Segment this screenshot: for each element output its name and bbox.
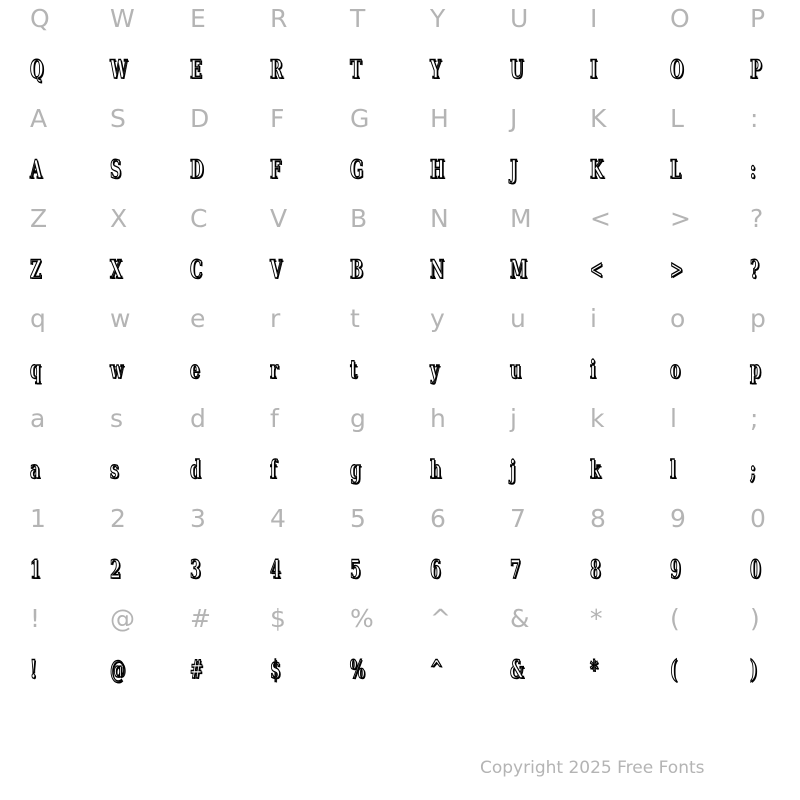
sample-character: r bbox=[270, 304, 281, 333]
glyph-preview-row bbox=[0, 650, 800, 700]
sample-character: Z bbox=[30, 204, 48, 233]
sample-character: A bbox=[30, 104, 48, 133]
glyph-preview: B bbox=[350, 255, 364, 284]
sample-character: I bbox=[590, 4, 598, 33]
glyph-preview: y bbox=[430, 355, 440, 384]
sample-character: q bbox=[30, 304, 46, 333]
sample-character: > bbox=[670, 204, 691, 233]
sample-character: ^ bbox=[430, 604, 451, 633]
glyph-preview: l bbox=[670, 455, 676, 484]
sample-row bbox=[0, 0, 800, 50]
glyph-preview: % bbox=[350, 655, 365, 684]
glyph-preview: ^ bbox=[430, 655, 443, 684]
glyph-preview: j bbox=[510, 455, 516, 484]
glyph-preview: M bbox=[510, 255, 528, 284]
sample-character: e bbox=[190, 304, 206, 333]
sample-character: N bbox=[430, 204, 449, 233]
sample-character: B bbox=[350, 204, 368, 233]
sample-character: ! bbox=[30, 604, 41, 633]
sample-character: G bbox=[350, 104, 370, 133]
glyph-preview: X bbox=[110, 255, 123, 284]
glyph-preview: > bbox=[670, 255, 683, 284]
sample-character: O bbox=[670, 4, 690, 33]
sample-character: Y bbox=[430, 4, 446, 33]
sample-row bbox=[0, 300, 800, 350]
sample-character: s bbox=[110, 404, 124, 433]
glyph-preview-row bbox=[0, 150, 800, 200]
copyright-notice: Copyright 2025 Free Fonts bbox=[480, 758, 705, 778]
glyph-preview: o bbox=[670, 355, 681, 384]
sample-character: C bbox=[190, 204, 208, 233]
glyph-preview-row bbox=[0, 50, 800, 100]
glyph-preview: W bbox=[110, 55, 128, 84]
glyph-preview: 8 bbox=[590, 555, 601, 584]
glyph-preview: & bbox=[510, 655, 524, 684]
sample-character: h bbox=[430, 404, 446, 433]
sample-character: 7 bbox=[510, 504, 526, 533]
glyph-preview: 2 bbox=[110, 555, 121, 584]
glyph-preview: @ bbox=[110, 655, 126, 684]
glyph-preview: T bbox=[350, 55, 362, 84]
glyph-preview: U bbox=[510, 55, 524, 84]
sample-character: 8 bbox=[590, 504, 606, 533]
glyph-preview: O bbox=[670, 55, 684, 84]
sample-character: w bbox=[110, 304, 131, 333]
sample-character: 4 bbox=[270, 504, 286, 533]
sample-character: # bbox=[190, 604, 211, 633]
glyph-preview: R bbox=[270, 55, 283, 84]
sample-character: 9 bbox=[670, 504, 686, 533]
sample-character: d bbox=[190, 404, 206, 433]
sample-row bbox=[0, 600, 800, 650]
glyph-preview: S bbox=[110, 155, 122, 184]
glyph-preview: E bbox=[190, 55, 202, 84]
glyph-preview: 6 bbox=[430, 555, 441, 584]
sample-character: ) bbox=[750, 604, 760, 633]
glyph-preview: Y bbox=[430, 55, 442, 84]
glyph-preview: # bbox=[190, 655, 203, 684]
glyph-preview: Z bbox=[30, 255, 42, 284]
sample-character: $ bbox=[270, 604, 286, 633]
sample-character: F bbox=[270, 104, 285, 133]
sample-character: Q bbox=[30, 4, 50, 33]
glyph-preview: ) bbox=[750, 655, 758, 684]
sample-character: k bbox=[590, 404, 605, 433]
glyph-preview: * bbox=[590, 655, 599, 684]
glyph-preview-row bbox=[0, 550, 800, 600]
glyph-preview: s bbox=[110, 455, 119, 484]
glyph-preview: K bbox=[590, 155, 604, 184]
glyph-preview-row bbox=[0, 250, 800, 300]
glyph-preview: ! bbox=[30, 655, 37, 684]
sample-character: M bbox=[510, 204, 532, 233]
sample-character: 2 bbox=[110, 504, 126, 533]
sample-character: @ bbox=[110, 604, 135, 633]
sample-character: H bbox=[430, 104, 449, 133]
glyph-preview: L bbox=[670, 155, 681, 184]
glyph-preview: r bbox=[270, 355, 279, 384]
glyph-preview: d bbox=[190, 455, 201, 484]
glyph-preview: i bbox=[590, 355, 596, 384]
glyph-preview: Q bbox=[30, 55, 44, 84]
sample-character: 5 bbox=[350, 504, 366, 533]
sample-character: & bbox=[510, 604, 530, 633]
sample-character: : bbox=[750, 104, 759, 133]
sample-character: l bbox=[670, 404, 677, 433]
glyph-preview: k bbox=[590, 455, 601, 484]
sample-character: E bbox=[190, 4, 206, 33]
glyph-preview: V bbox=[270, 255, 283, 284]
glyph-preview: F bbox=[270, 155, 282, 184]
sample-character: ( bbox=[670, 604, 680, 633]
glyph-preview: C bbox=[190, 255, 203, 284]
glyph-preview: : bbox=[750, 155, 756, 184]
sample-character: W bbox=[110, 4, 135, 33]
sample-character: 0 bbox=[750, 504, 766, 533]
glyph-preview: ( bbox=[670, 655, 678, 684]
glyph-preview: q bbox=[30, 355, 41, 384]
sample-character: p bbox=[750, 304, 766, 333]
sample-character: t bbox=[350, 304, 360, 333]
sample-character: % bbox=[350, 604, 374, 633]
glyph-preview: w bbox=[110, 355, 124, 384]
sample-character: R bbox=[270, 4, 288, 33]
glyph-preview: ? bbox=[750, 255, 760, 284]
sample-row bbox=[0, 200, 800, 250]
glyph-preview: 4 bbox=[270, 555, 281, 584]
glyph-preview: 0 bbox=[750, 555, 761, 584]
sample-character: 1 bbox=[30, 504, 46, 533]
glyph-preview: g bbox=[350, 455, 361, 484]
glyph-preview: $ bbox=[270, 655, 281, 684]
glyph-preview: G bbox=[350, 155, 364, 184]
sample-character: ? bbox=[750, 204, 764, 233]
sample-character: j bbox=[510, 404, 517, 433]
sample-row bbox=[0, 400, 800, 450]
sample-character: 3 bbox=[190, 504, 206, 533]
glyph-preview: J bbox=[510, 155, 518, 184]
sample-character: K bbox=[590, 104, 607, 133]
glyph-preview: a bbox=[30, 455, 41, 484]
glyph-preview-row bbox=[0, 450, 800, 500]
glyph-preview: 3 bbox=[190, 555, 201, 584]
glyph-preview: e bbox=[190, 355, 200, 384]
glyph-preview: f bbox=[270, 455, 277, 484]
glyph-preview: A bbox=[30, 155, 43, 184]
glyph-preview: h bbox=[430, 455, 442, 484]
glyph-preview: P bbox=[750, 55, 762, 84]
glyph-preview: u bbox=[510, 355, 522, 384]
sample-character: V bbox=[270, 204, 288, 233]
sample-character: * bbox=[590, 604, 603, 633]
glyph-preview: H bbox=[430, 155, 445, 184]
sample-character: S bbox=[110, 104, 126, 133]
glyph-preview: 9 bbox=[670, 555, 681, 584]
glyph-preview: ; bbox=[750, 455, 756, 484]
sample-character: y bbox=[430, 304, 445, 333]
sample-character: J bbox=[510, 104, 518, 133]
glyph-preview: < bbox=[590, 255, 603, 284]
glyph-preview: t bbox=[350, 355, 358, 384]
sample-character: f bbox=[270, 404, 279, 433]
glyph-preview: p bbox=[750, 355, 761, 384]
sample-row bbox=[0, 500, 800, 550]
sample-character: P bbox=[750, 4, 766, 33]
sample-character: u bbox=[510, 304, 526, 333]
glyph-preview: 7 bbox=[510, 555, 521, 584]
sample-character: U bbox=[510, 4, 529, 33]
sample-character: g bbox=[350, 404, 366, 433]
sample-character: D bbox=[190, 104, 210, 133]
glyph-preview: 5 bbox=[350, 555, 361, 584]
sample-character: L bbox=[670, 104, 684, 133]
sample-character: o bbox=[670, 304, 686, 333]
glyph-preview: 1 bbox=[30, 555, 41, 584]
sample-row bbox=[0, 100, 800, 150]
sample-character: T bbox=[350, 4, 366, 33]
sample-character: < bbox=[590, 204, 611, 233]
sample-character: X bbox=[110, 204, 128, 233]
glyph-preview-row bbox=[0, 350, 800, 400]
sample-character: i bbox=[590, 304, 597, 333]
sample-character: 6 bbox=[430, 504, 446, 533]
glyph-preview: N bbox=[430, 255, 445, 284]
glyph-preview: I bbox=[590, 55, 598, 84]
sample-character: ; bbox=[750, 404, 759, 433]
glyph-preview: D bbox=[190, 155, 204, 184]
sample-character: a bbox=[30, 404, 46, 433]
